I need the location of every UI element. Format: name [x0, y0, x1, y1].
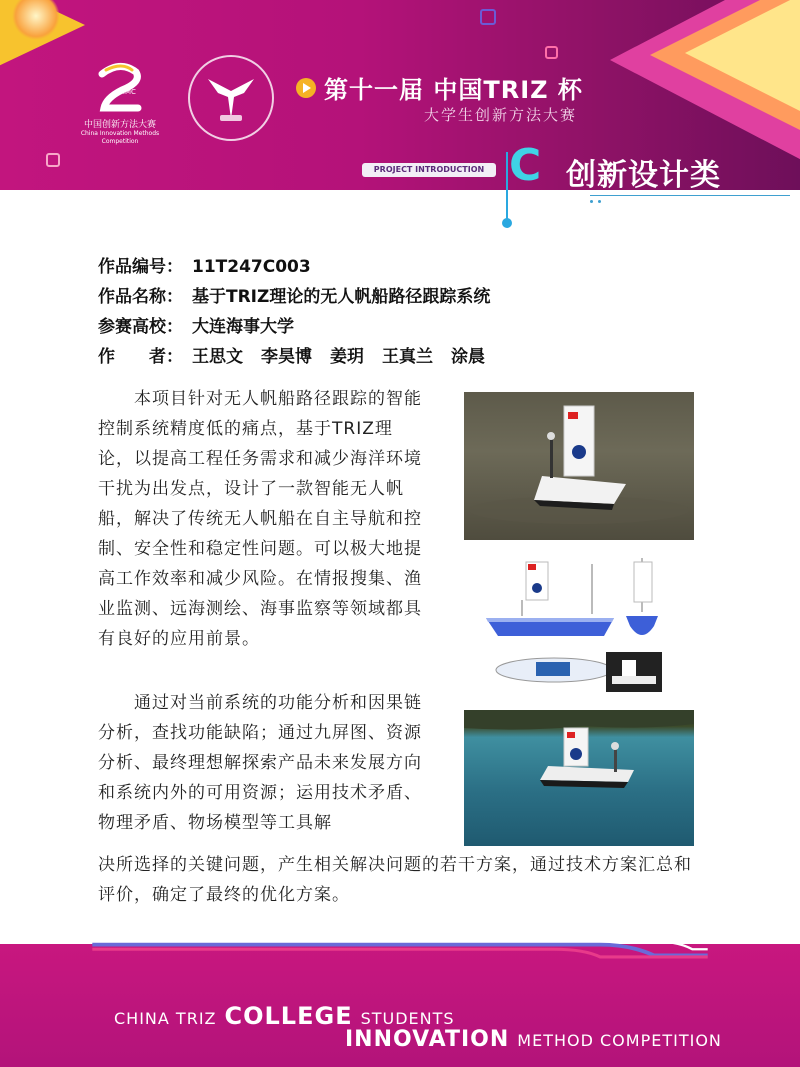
competition-subtitle: 大学生创新方法大赛	[424, 106, 578, 124]
footer-wave-stripe	[0, 940, 800, 960]
footer-slogan-line-1	[114, 1002, 455, 1030]
description-paragraph-2-tail: 决所选择的关键问题，产生相关解决问题的若干方案，通过技术方案汇总和评价，确定了最终的优化方案。	[98, 855, 692, 905]
divider-dot-small	[590, 200, 593, 203]
footer-slogan-line-2	[345, 1027, 722, 1052]
author-name: 姜玥	[330, 347, 364, 367]
competition-title: 第十一届 中国TRIZ 杯	[324, 76, 583, 104]
decor-square	[545, 46, 558, 59]
description-paragraph-1: 本项目针对无人帆船路径跟踪的智能控制系统精度低的痛点，基于TRIZ理论，以提高工程任务需求和减少海洋环境干扰为出发点，设计了一款智能无人帆船，解决了传统无人帆船在自主导航和控制、安全性和稳定性问题。可以极大地提高工作效率和减少风险。在情报搜集、渔业监测、远海测绘、海事监察等领域都具有良好的应用前景。	[98, 389, 422, 649]
author-name: 李昊博	[261, 347, 312, 367]
divider-horizontal	[590, 195, 790, 196]
description-paragraph-2: 通过对当前系统的功能分析和因果链分析，查找功能缺陷；通过九屏图、资源分析、最终理想解探索产品未来发展方向和系统内外的可用资源；运用技术矛盾、物理矛盾、物场模型等工具解	[98, 693, 422, 833]
author-name: 王思文	[192, 347, 243, 367]
author-name: 王真兰	[382, 347, 433, 367]
meta-school-row	[98, 312, 503, 342]
footer-word: STUDENTS	[360, 1009, 455, 1028]
triz-cup-emblem	[188, 55, 274, 141]
sailboat-photo-sea	[464, 710, 694, 846]
category-name: 创新设计类	[566, 158, 721, 190]
meta-authors-row	[98, 342, 503, 372]
author-name: 涂晨	[451, 347, 485, 367]
svg-text:CIMC: CIMC	[118, 88, 136, 96]
meta-school-label: 参赛高校：	[98, 317, 183, 337]
meta-id-label: 作品编号：	[98, 257, 183, 277]
header-banner	[0, 0, 800, 190]
project-meta	[98, 252, 503, 372]
divider-dot	[502, 218, 512, 228]
footer-word: METHOD COMPETITION	[517, 1031, 722, 1050]
footer-word: CHINA TRIZ	[114, 1009, 217, 1028]
cimc-logo-subtext: China Innovation Methods Competition	[80, 130, 160, 145]
cimc-logo-caption	[80, 120, 160, 146]
cimc-logo	[92, 60, 148, 116]
project-intro-tag: PROJECT INTRODUCTION	[362, 163, 496, 177]
play-icon	[296, 78, 316, 98]
footer-word-emphasis: COLLEGE	[224, 1002, 353, 1030]
meta-name-row	[98, 282, 503, 312]
divider-dot-small	[598, 200, 601, 203]
decor-triangle-right-inner	[685, 0, 800, 111]
meta-name-value: 基于TRIZ理论的无人帆船路径跟踪系统	[192, 287, 491, 307]
decor-square	[46, 153, 60, 167]
category-letter: C	[509, 140, 542, 190]
cimc-logo-text: 中国创新方法大赛	[83, 120, 156, 130]
divider-vertical	[506, 152, 508, 222]
meta-name-label: 作品名称：	[98, 287, 183, 307]
meta-school-value: 大连海事大学	[192, 317, 294, 337]
footer-word-emphasis: INNOVATION	[345, 1027, 510, 1052]
meta-author-label: 作 者：	[98, 347, 183, 367]
meta-id-row	[98, 252, 503, 282]
sailboat-photo-lake	[464, 392, 694, 540]
meta-id-value: 11T247C003	[192, 257, 311, 277]
decor-square	[480, 9, 496, 25]
sailboat-design-diagram	[482, 552, 692, 698]
